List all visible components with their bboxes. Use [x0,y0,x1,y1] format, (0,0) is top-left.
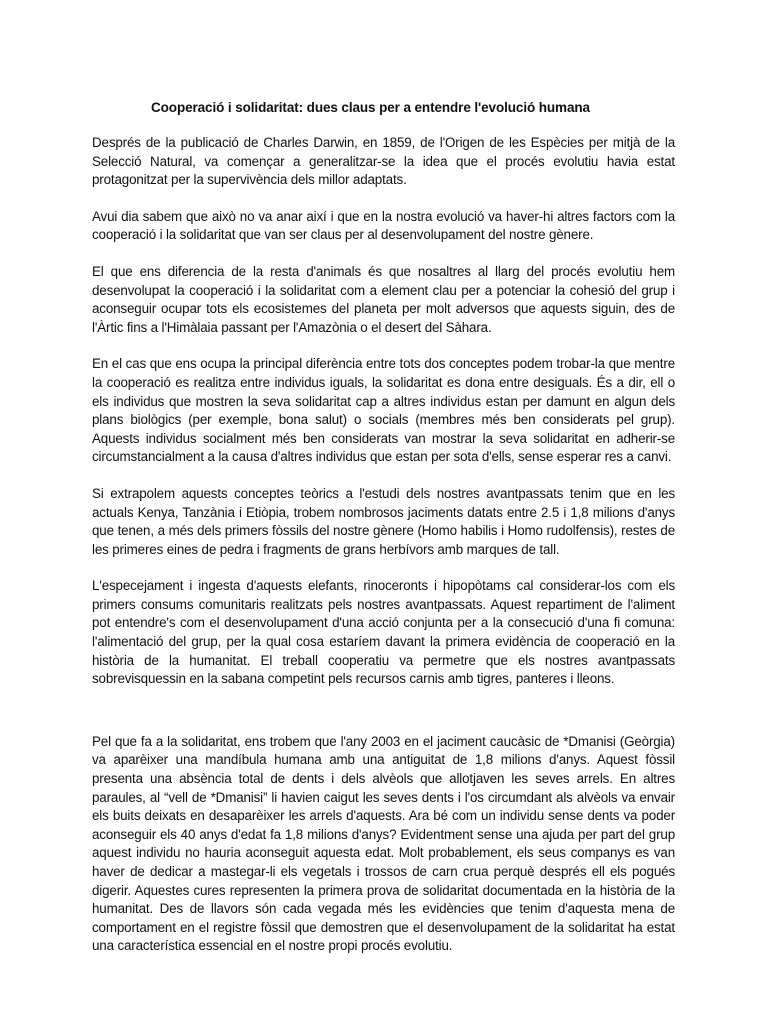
paragraph-3: El que ens diferencia de la resta d'animals és que nosaltres al llarg del procés evolutiu hem desenvolupat la cooperació i la solidaritat com a element clau per a potenciar la cohesió del grup i aconseguir ocupar tots els ecosistemes del planeta per molt adversos que aquests siguin, des de l'Àrtic fins a l'Himàlaia passant per l'Amazònia o el desert del Sàhara. [92,263,675,335]
paragraph-2: Avui dia sabem que això no va anar així i que en la nostra evolució va haver-hi altres factors com la cooperació i la solidaritat que van ser claus per al desenvolupament del nostre gènere. [92,208,675,243]
paragraph-6: L'especejament i ingesta d'aquests elefants, rinoceronts i hipopòtams cal considerar-los com els primers consums comunitaris realitzats pels nostres avantpassats. Aquest repartiment de l'aliment pot entendre's com el desenvolupament d'una acció conjunta per a la consecució d'una fi comuna: l'alimentació del grup, per la qual cosa estaríem davant la primera evidència de cooperació en la història de la humanitat. El treball cooperatiu va permetre que els nostres avantpassats sobrevisquessin en la sabana competint pels recursos carnis amb tigres, panteres i lleons. [92,578,675,687]
paragraph-5: Si extrapolem aquests conceptes teòrics a l'estudi dels nostres avantpassats tenim que en les actuals Kenya, Tanzània i Etiòpia, trobem nombrosos jaciments datats entre 2.5 i 1,8 milions d'anys que tenen, a més dels primers fòssils del nostre gènere (Homo habilis i Homo rudolfensis), restes de les primeres eines de pedra i fragments de grans herbívors amb marques de tall. [92,485,675,557]
document-title: Cooperació i solidaritat: dues claus per a entendre l'evolució humana [151,100,590,115]
paragraph-1: Després de la publicació de Charles Darwin, en 1859, de l'Origen de les Espècies per mitjà de la Selecció Natural, va començar a generalitzar-se la idea que el procés evolutiu havia estat protagonitzat per la supervivència dels millor adaptats. [92,135,675,188]
paragraph-7: Pel que fa a la solidaritat, ens trobem que l'any 2003 en el jaciment caucàsic de *Dmanisi (Geòrgia) va aparèixer una mandíbula humana amb una antiguitat de 1,8 milions d'anys. Aquest fòssil presenta una absència total de dents i dels alvèols que allotjaven les seves arrels. En altres paraules, al “vell de *Dmanisi” li havien caigut les seves dents i l'os circumdant als alvèols va envair els buits deixats en desaparèixer les arrels d'aquests. Ara bé com un individu sense dents va poder aconseguir els 40 anys d'edat fa 1,8 milions d'anys? Evidentment sense una ajuda per part del grup aquest individu no hauria aconseguit aquesta edat. Molt probablement, els seus companys es van haver de dedicar a mastegar-li els vegetals i trossos de carn crua perquè després ell els pogués digerir. Aquestes cures representen la primera prova de solidaritat documentada en la història de la humanitat. Des de llavors són cada vegada més les evidències que tenim d'aquesta mena de comportament en el registre fòssil que demostren que el desenvolupament de la solidaritat ha estat una característica essencial en el nostre propi procés evolutiu. [92,733,675,954]
paragraph-4: En el cas que ens ocupa la principal diferència entre tots dos conceptes podem trobar-la que mentre la cooperació es realitza entre individus iguals, la solidaritat es dona entre desiguals. És a dir, ell o els individus que mostren la seva solidaritat cap a altres individus estan per damunt en algun dels plans biològics (per exemple, bona salut) o socials (membres més ben considerats pel grup). Aquests individus socialment més ben considerats van mostrar la seva solidaritat en adherir-se circumstancialment a la causa d'altres individus que estan per sota d'ells, sense esperar res a canvi. [92,356,675,465]
document-body [92,127,675,956]
